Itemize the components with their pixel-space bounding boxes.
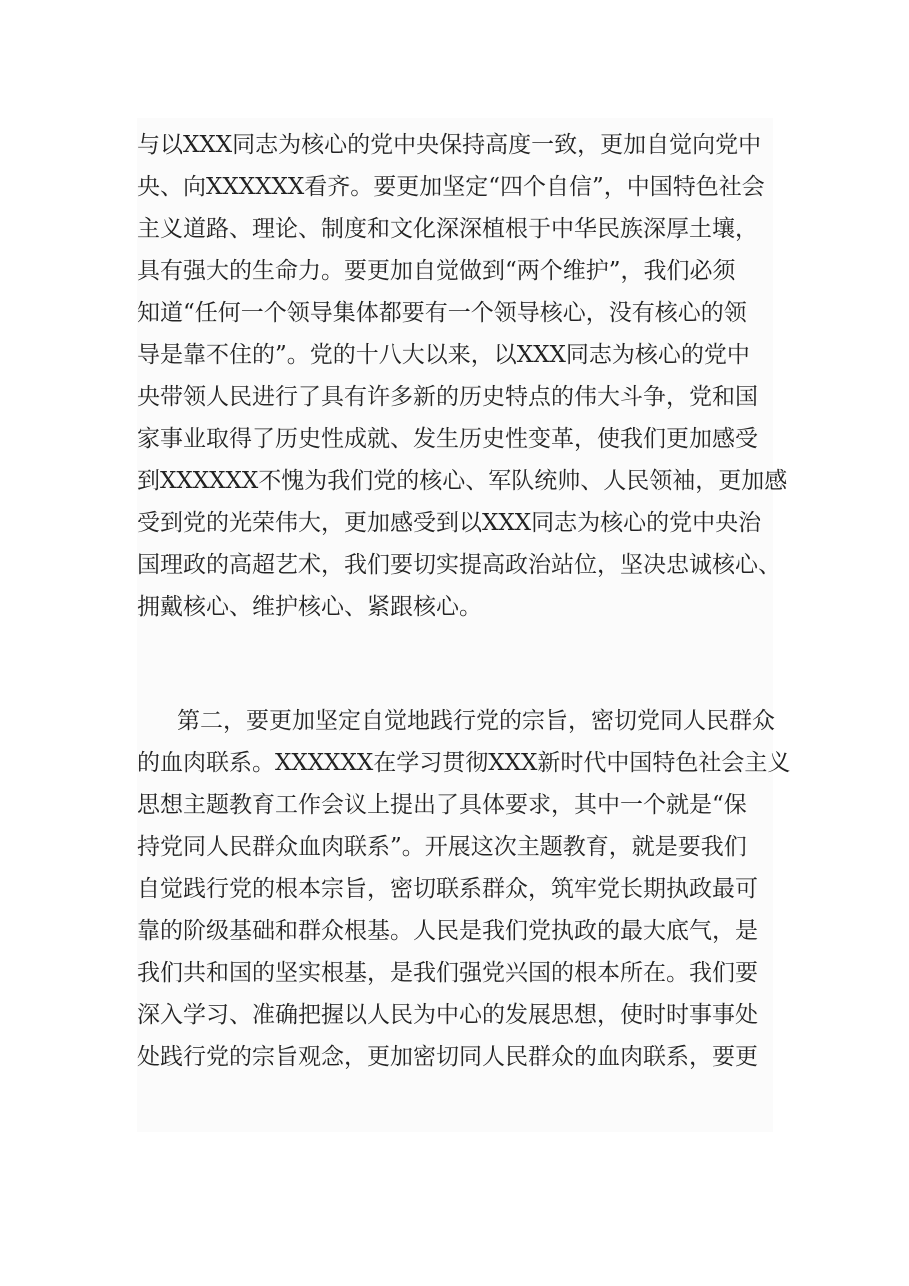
text-line: 家事业取得了历史性成就、发生历史性变革，使我们更加感受 — [137, 426, 758, 452]
text-line: 处践行党的宗旨观念，更加密切同人民群众的血肉联系，要更 — [137, 1044, 758, 1070]
text-line: 导是靠不住的”。党的十八大以来，以XXX同志为核心的党中 — [137, 342, 750, 368]
text-line: 我们共和国的坚实根基，是我们强党兴国的根本所在。我们要 — [137, 960, 758, 986]
text-line: 国理政的高超艺术，我们要切实提高政治站位，坚决忠诚核心、 — [137, 552, 781, 578]
text-line: 第二，要更加坚定自觉地践行党的宗旨，密切党同人民群众 — [177, 708, 775, 734]
text-line: 的血肉联系。XXXXXX在学习贯彻XXX新时代中国特色社会主义 — [137, 750, 791, 776]
text-line: 知道“任何一个领导集体都要有一个领导核心，没有核心的领 — [137, 300, 747, 326]
text-line: 自觉践行党的根本宗旨，密切联系群众，筑牢党长期执政最可 — [137, 876, 758, 902]
text-line: 思想主题教育工作会议上提出了具体要求，其中一个就是“保 — [137, 792, 747, 818]
text-line: 央、向XXXXXX看齐。要更加坚定“四个自信”，中国特色社会 — [137, 174, 765, 200]
text-line: 具有强大的生命力。要更加自觉做到“两个维护”，我们必须 — [137, 258, 736, 284]
text-line: 主义道路、理论、制度和文化深深植根于中华民族深厚土壤， — [137, 216, 758, 242]
text-line: 拥戴核心、维护核心、紧跟核心。 — [137, 594, 482, 620]
paragraph-1 — [137, 124, 787, 628]
text-line: 持党同人民群众血肉联系”。开展这次主题教育，就是要我们 — [137, 834, 747, 860]
text-line: 到XXXXXX不愧为我们党的核心、军队统帅、人民领袖，更加感 — [137, 468, 788, 494]
text-line: 深入学习、准确把握以人民为中心的发展思想，使时时事事处 — [137, 1002, 758, 1028]
text-line: 受到党的光荣伟大，更加感受到以XXX同志为核心的党中央治 — [137, 510, 762, 536]
text-line: 与以XXX同志为核心的党中央保持高度一致，更加自觉向党中 — [137, 132, 762, 158]
document-body — [137, 118, 791, 1132]
text-line: 央带领人民进行了具有许多新的历史特点的伟大斗争，党和国 — [137, 384, 758, 410]
text-line: 靠的阶级基础和群众根基。人民是我们党执政的最大底气，是 — [137, 918, 758, 944]
paragraph-2 — [137, 700, 790, 1078]
